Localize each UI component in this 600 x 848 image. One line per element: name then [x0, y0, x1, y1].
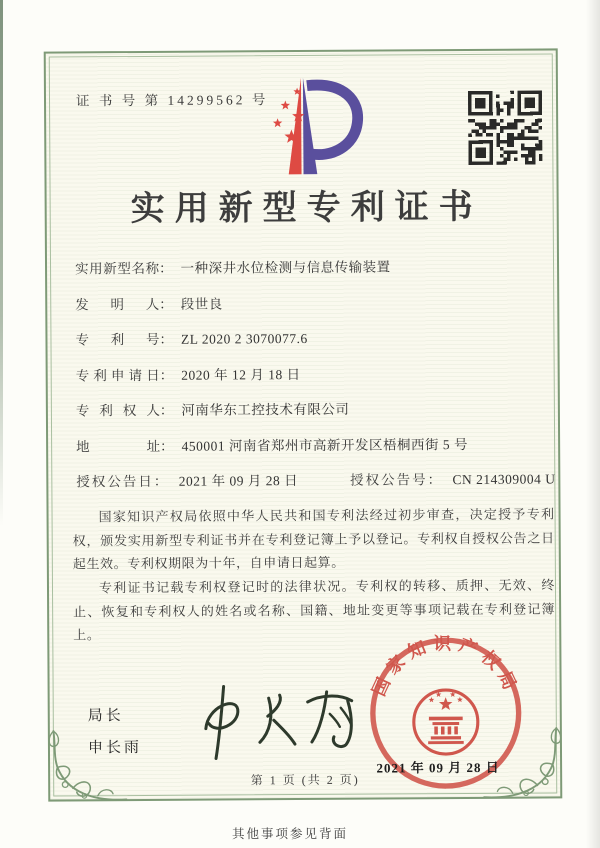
- back-side-note: 其他事项参见背面: [231, 827, 348, 841]
- national-emblem: [414, 690, 478, 754]
- seal-ring-text: 国家知识产权局: [368, 633, 523, 700]
- field-label: 地址: [76, 438, 161, 454]
- field-value: 河南华东工控技术有限公司: [181, 401, 350, 418]
- cnipa-logo-icon: [242, 70, 371, 185]
- field-row-filing-date: 专利申请日 ： 2020 年 12 月 18 日: [76, 361, 554, 384]
- field-value: 一种深井水位检测与信息传输装置: [180, 259, 391, 276]
- certificate-title: 实用新型专利证书: [130, 188, 483, 229]
- field-row-grant: [76, 467, 554, 490]
- field-label: 专利申请日: [75, 367, 160, 383]
- field-label: 实用新型名称: [74, 260, 160, 277]
- page-number: 第 1 页 (共 2 页): [250, 772, 360, 788]
- handwritten-signature: [184, 676, 365, 773]
- field-value: ZL 2020 2 3070077.6: [180, 330, 308, 347]
- signer-title: 局长: [87, 708, 124, 725]
- scanner-edge-artifact: [0, 0, 3, 526]
- certificate-number: 证 书 号 第 14299562 号: [75, 92, 269, 109]
- grant-number: 授权公告号： CN 214309004 U: [350, 471, 556, 488]
- field-row-patentee: 专利权人 ： 河南华东工控技术有限公司: [76, 396, 554, 419]
- field-row-patent-no: 专利号 ： ZL 2020 2 3070077.6: [75, 325, 553, 348]
- field-row-name: 实用新型名称 ： 一种深井水位检测与信息传输装置: [75, 254, 553, 277]
- qr-code: [468, 91, 542, 165]
- field-row-address: 地址 ： 450001 河南省郑州市高新开发区梧桐西街 5 号: [76, 432, 554, 455]
- seal-date: 2021 年 09 月 28 日: [376, 759, 500, 776]
- legal-text: [72, 502, 555, 647]
- field-value: 段世良: [180, 295, 223, 312]
- signer-block: [88, 701, 142, 764]
- field-label: 发明人: [75, 296, 160, 312]
- field-value: 2020 年 12 月 18 日: [181, 366, 301, 383]
- field-label: 专利号: [75, 331, 160, 348]
- field-list: [75, 254, 555, 505]
- field-label: 专利权人: [75, 402, 160, 419]
- field-row-inventor: 发明人 ： 段世良: [75, 290, 553, 313]
- certificate-frame: [44, 48, 563, 801]
- grant-date: 授权公告日： 2021 年 09 月 28 日: [76, 473, 299, 490]
- page-shadow: [586, 0, 600, 848]
- legal-paragraph: 国家知识产权局依照中华人民共和国专利法经过初步审查，决定授予专利权，颁发实用新型专利证书并在专利登记簿上予以登记。专利权自授权公告之日起生效。专利权期限为十年，自申请日起算。: [72, 506, 555, 572]
- signer-name: 申长雨: [87, 739, 143, 756]
- field-value: 450001 河南省郑州市高新开发区梧桐西街 5 号: [181, 436, 469, 454]
- legal-paragraph: 专利证书记载专利权登记时的法律状况。专利权的转移、质押、无效、终止、恢复和专利权人的姓名或名称、国籍、地址变更等事项记载在专利登记簿上。: [73, 577, 556, 643]
